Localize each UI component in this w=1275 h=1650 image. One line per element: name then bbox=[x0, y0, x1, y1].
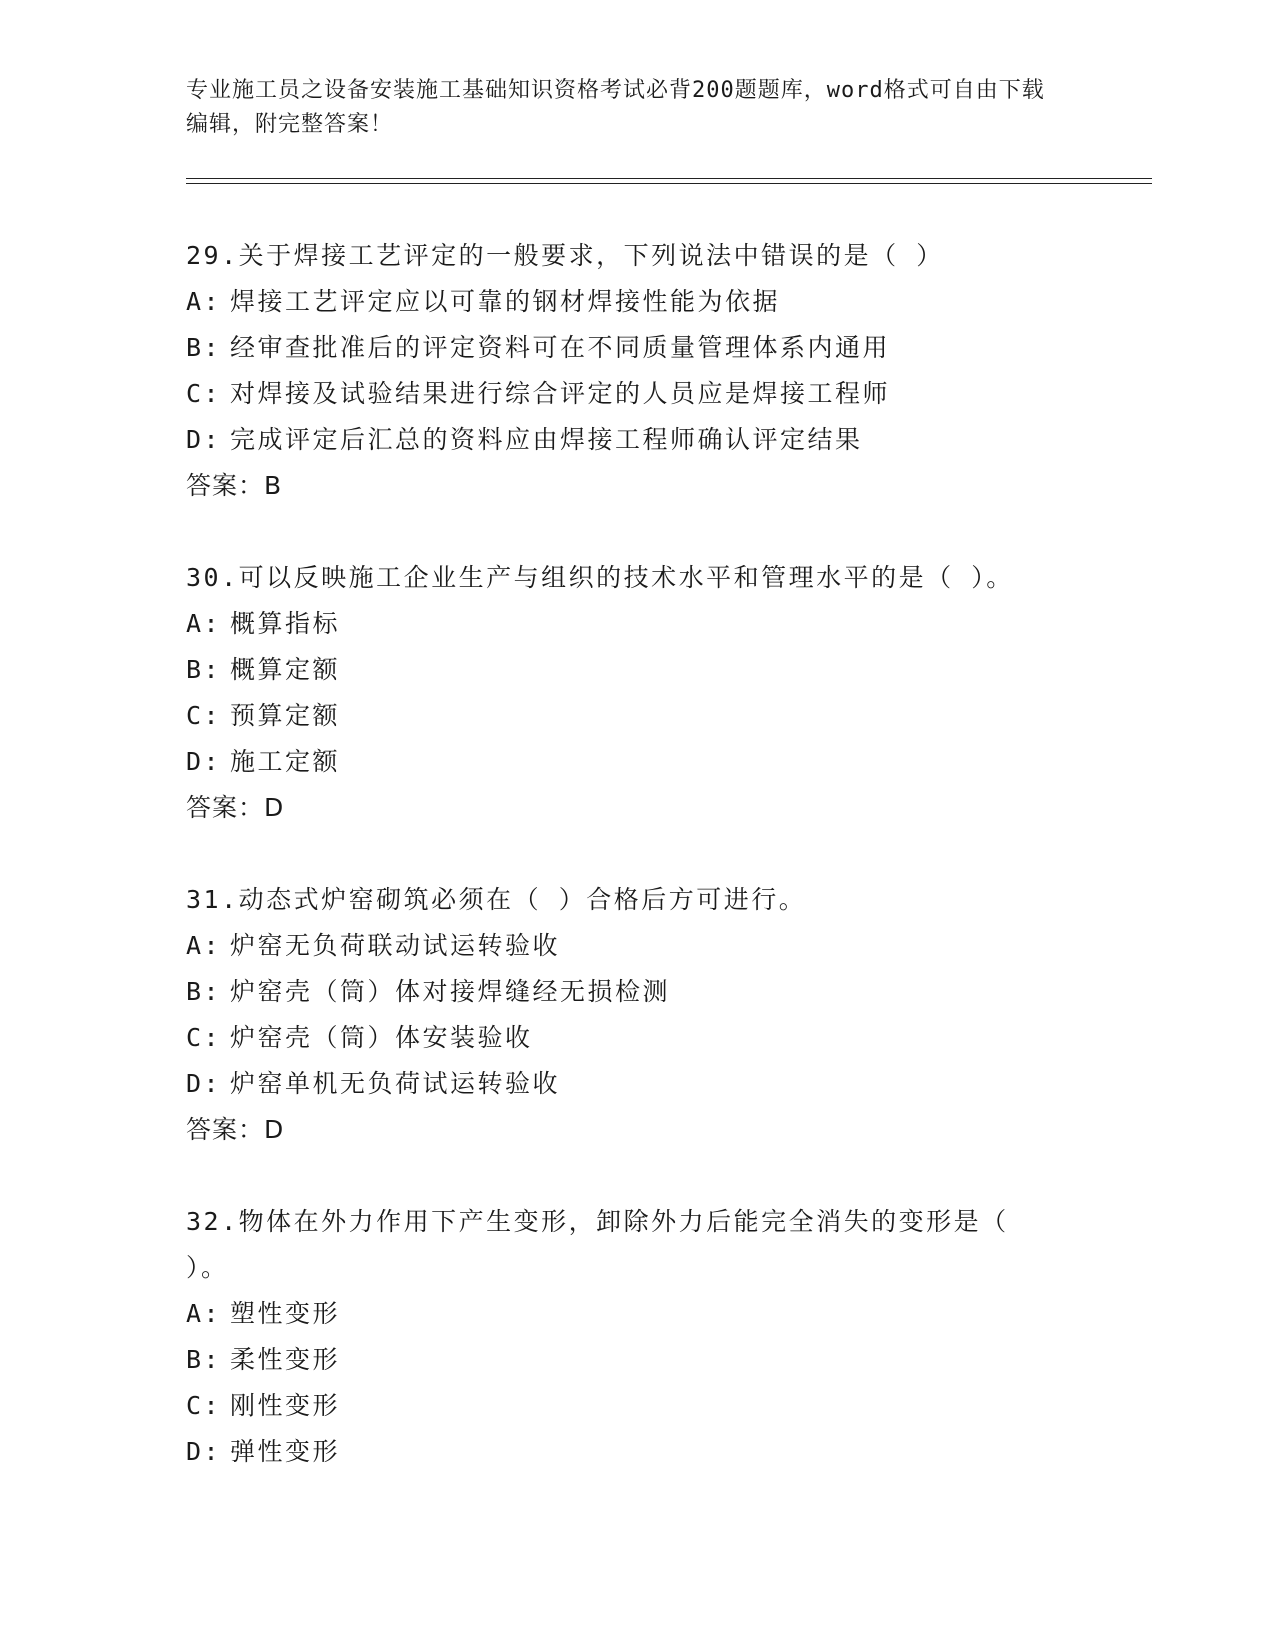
question-32 bbox=[186, 1199, 1086, 1475]
option-d bbox=[186, 1429, 1086, 1475]
option-a bbox=[186, 279, 1086, 325]
option-letter: C: bbox=[186, 379, 222, 408]
option-b bbox=[186, 325, 1086, 371]
option-letter: B: bbox=[186, 655, 222, 684]
option-letter: D: bbox=[186, 1437, 222, 1466]
option-c bbox=[186, 371, 1086, 417]
option-a bbox=[186, 601, 1086, 647]
option-letter: B: bbox=[186, 333, 222, 362]
option-text: 焊接工艺评定应以可靠的钢材焊接性能为依据 bbox=[230, 287, 781, 316]
question-stem: 32.物体在外力作用下产生变形，卸除外力后能完全消失的变形是（ ）。 bbox=[186, 1207, 1009, 1282]
option-text: 炉窑单机无负荷试运转验收 bbox=[230, 1069, 561, 1098]
option-text: 弹性变形 bbox=[230, 1437, 341, 1466]
option-letter: A: bbox=[186, 609, 222, 638]
option-letter: D: bbox=[186, 1069, 222, 1098]
question-30 bbox=[186, 555, 1086, 831]
option-letter: D: bbox=[186, 747, 222, 776]
header-divider-bottom bbox=[186, 183, 1152, 184]
option-letter: A: bbox=[186, 931, 222, 960]
header-divider-top bbox=[186, 178, 1152, 179]
option-c bbox=[186, 693, 1086, 739]
option-text: 柔性变形 bbox=[230, 1345, 341, 1374]
option-c bbox=[186, 1015, 1086, 1061]
option-text: 塑性变形 bbox=[230, 1299, 341, 1328]
option-letter: B: bbox=[186, 977, 222, 1006]
option-a bbox=[186, 923, 1086, 969]
answer-line: 答案：B bbox=[186, 471, 283, 500]
option-b bbox=[186, 647, 1086, 693]
option-text: 施工定额 bbox=[230, 747, 341, 776]
option-text: 对焊接及试验结果进行综合评定的人员应是焊接工程师 bbox=[230, 379, 891, 408]
question-stem: 30.可以反映施工企业生产与组织的技术水平和管理水平的是（ ）。 bbox=[186, 563, 1014, 592]
option-b bbox=[186, 969, 1086, 1015]
document-header: 专业施工员之设备安装施工基础知识资格考试必背200题题库，word格式可自由下载编辑，附完整答案！ bbox=[186, 78, 1045, 137]
question-stem: 31.动态式炉窑砌筑必须在（ ）合格后方可进行。 bbox=[186, 885, 807, 914]
option-text: 炉窑壳（筒）体对接焊缝经无损检测 bbox=[230, 977, 671, 1006]
answer-line: 答案：D bbox=[186, 1115, 285, 1144]
question-31 bbox=[186, 877, 1086, 1153]
option-letter: C: bbox=[186, 1391, 222, 1420]
option-text: 经审查批准后的评定资料可在不同质量管理体系内通用 bbox=[230, 333, 891, 362]
option-text: 概算指标 bbox=[230, 609, 341, 638]
option-letter: A: bbox=[186, 287, 222, 316]
option-text: 刚性变形 bbox=[230, 1391, 341, 1420]
question-stem: 29.关于焊接工艺评定的一般要求，下列说法中错误的是（ ） bbox=[186, 241, 944, 270]
option-letter: A: bbox=[186, 1299, 222, 1328]
option-text: 炉窑壳（筒）体安装验收 bbox=[230, 1023, 533, 1052]
option-d bbox=[186, 1061, 1086, 1107]
question-29 bbox=[186, 233, 1086, 509]
option-letter: C: bbox=[186, 701, 222, 730]
option-b bbox=[186, 1337, 1086, 1383]
option-text: 炉窑无负荷联动试运转验收 bbox=[230, 931, 561, 960]
option-letter: D: bbox=[186, 425, 222, 454]
option-d bbox=[186, 417, 1086, 463]
answer-line: 答案：D bbox=[186, 793, 285, 822]
option-letter: B: bbox=[186, 1345, 222, 1374]
option-letter: C: bbox=[186, 1023, 222, 1052]
option-text: 概算定额 bbox=[230, 655, 341, 684]
option-a bbox=[186, 1291, 1086, 1337]
option-d bbox=[186, 739, 1086, 785]
option-text: 完成评定后汇总的资料应由焊接工程师确认评定结果 bbox=[230, 425, 863, 454]
option-c bbox=[186, 1383, 1086, 1429]
option-text: 预算定额 bbox=[230, 701, 341, 730]
